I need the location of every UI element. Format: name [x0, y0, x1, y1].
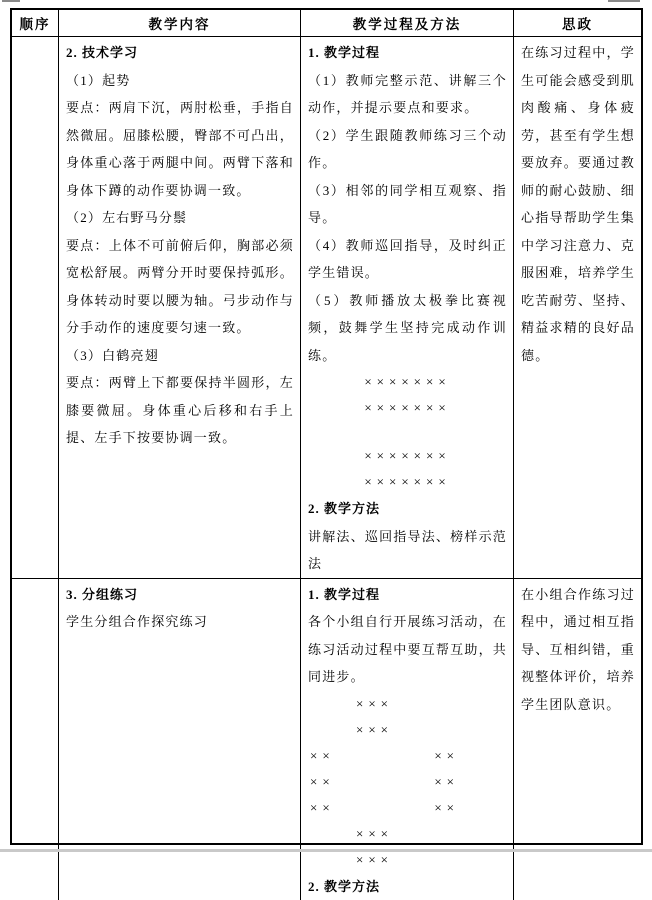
formation-group-left: ××: [310, 769, 335, 795]
section-title: 1. 教学过程: [308, 39, 507, 67]
formation-group-left: ××: [310, 743, 335, 769]
formation-line: ×××: [308, 847, 507, 873]
formation-group-right: ××: [434, 795, 459, 821]
paragraph: （1）起势: [66, 67, 294, 95]
table-row: [12, 37, 641, 579]
paragraph: 讲解法、巡回指导法、榜样示范法: [308, 523, 507, 578]
paragraph: 要点：两肩下沉，两肘松垂，手指自然微屈。屈膝松腰，臀部不可凸出，身体重心落于两腿中间。两臂下落和身体下蹲的动作要协调一致。: [66, 94, 294, 204]
cell-content: [59, 37, 301, 578]
header-order: 顺序: [12, 10, 59, 36]
paragraph: 在小组合作练习过程中，通过相互指导、互相纠错，重视整体评价，培养学生团队意识。: [521, 581, 635, 719]
formation-group-right: ××: [434, 769, 459, 795]
formation-line: ×××: [308, 717, 507, 743]
formation-line: ×××××××: [308, 443, 507, 469]
table-header-row: [12, 10, 641, 37]
spacer: [308, 421, 507, 443]
top-right-border-artifact: [608, 0, 640, 2]
paragraph: （1）教师完整示范、讲解三个动作，并提示要点和要求。: [308, 67, 507, 122]
section-title: 2. 教学方法: [308, 495, 507, 523]
section-title: 2. 技术学习: [66, 39, 294, 67]
paragraph: 学生分组合作探究练习: [66, 608, 294, 636]
formation-line: ×××: [308, 821, 507, 847]
paragraph: 各个小组自行开展练习活动，在练习活动过程中要互帮互助，共同进步。: [308, 608, 507, 691]
formation-line: ×××××××: [308, 469, 507, 495]
formation-line: [308, 795, 507, 821]
cell-process: [301, 37, 514, 578]
section-title: 3. 分组练习: [66, 581, 294, 609]
formation-line: ×××: [308, 691, 507, 717]
paragraph: 要点：两臂上下都要保持半圆形，左膝要微屈。身体重心后移和右手上提、左手下按要协调一致。: [66, 369, 294, 452]
top-left-border-artifact: [2, 0, 20, 2]
formation-group-left: ××: [310, 795, 335, 821]
formation-line: ×××××××: [308, 395, 507, 421]
paragraph: （2）左右野马分鬃: [66, 204, 294, 232]
paragraph: 在练习过程中，学生可能会感受到肌肉酸痛、身体疲劳，甚至有学生想要放弃。要通过教师的耐心鼓励、细心指导帮助学生集中学习注意力、克服困难，培养学生吃苦耐劳、坚持、精益求精的良好品德。: [521, 39, 635, 369]
header-content: 教学内容: [59, 10, 301, 36]
section-title: 1. 教学过程: [308, 581, 507, 609]
formation-line: ×××××××: [308, 369, 507, 395]
table-body: [12, 37, 641, 900]
cell-order: [12, 37, 59, 578]
formation-group-right: ××: [434, 743, 459, 769]
cell-ideology: [514, 37, 641, 578]
lesson-plan-table: [10, 8, 643, 845]
paragraph: 要点：上体不可前俯后仰，胸部必须宽松舒展。两臂分开时要保持弧形。身体转动时要以腰为轴。弓步动作与分手动作的速度要匀速一致。: [66, 232, 294, 342]
paragraph: （3）白鹤亮翅: [66, 342, 294, 370]
header-process: 教学过程及方法: [301, 10, 514, 36]
section-title: 2. 教学方法: [308, 873, 507, 900]
header-ideology: 思政: [514, 10, 641, 36]
formation-line: [308, 769, 507, 795]
paragraph: （4）教师巡回指导，及时纠正学生错误。: [308, 232, 507, 287]
paragraph: （5）教师播放太极拳比赛视频，鼓舞学生坚持完成动作训练。: [308, 287, 507, 370]
paragraph: （3）相邻的同学相互观察、指导。: [308, 177, 507, 232]
formation-line: [308, 743, 507, 769]
paragraph: （2）学生跟随教师练习三个动作。: [308, 122, 507, 177]
